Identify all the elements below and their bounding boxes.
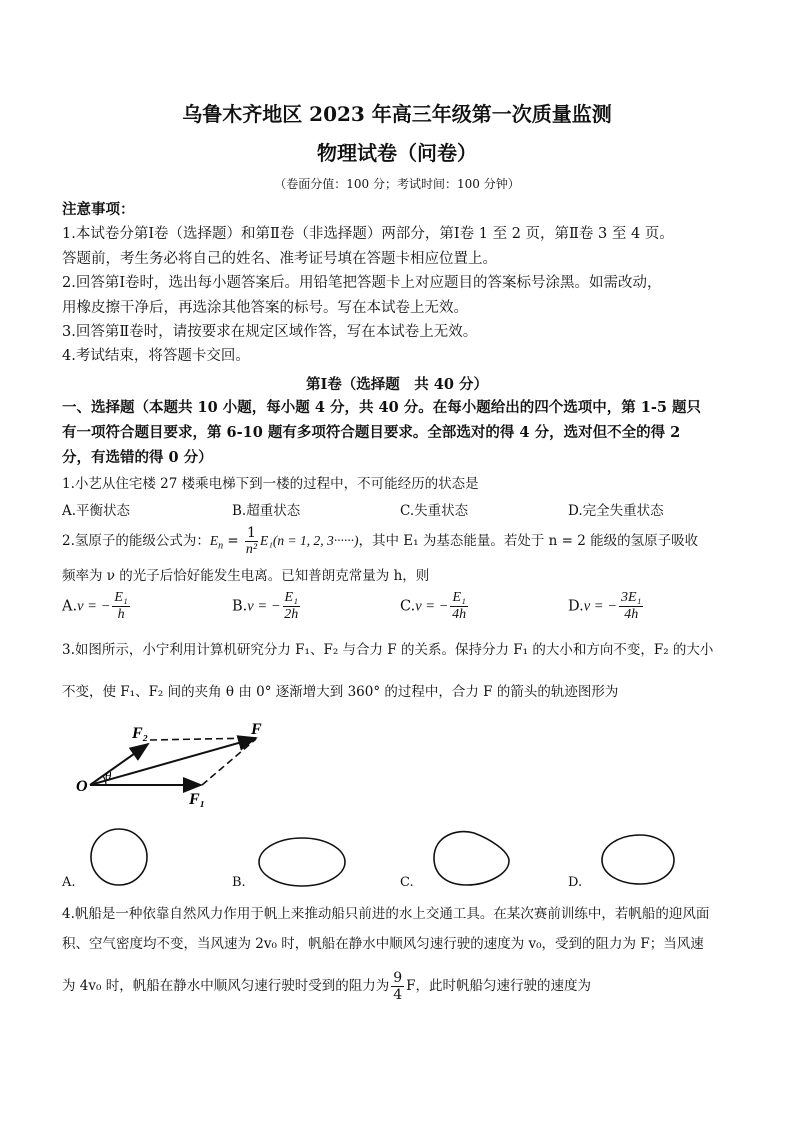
q2-option-label: D. [568, 598, 584, 615]
q2-option-b [232, 590, 302, 623]
label-f: F [251, 721, 262, 738]
notice-line: 1.本试卷分第Ⅰ卷（选择题）和第Ⅱ卷（非选择题）两部分，第Ⅰ卷 1 至 2 页，第Ⅱ卷 3 至 4 页。 [62, 226, 674, 242]
notice-line: 答题前，考生务必将自己的姓名、准考证号填在答题卡相应位置上。 [62, 251, 497, 267]
shape-b-ellipse [259, 838, 345, 886]
label-theta: θ [105, 768, 112, 783]
q2-option-label: A. [62, 598, 78, 615]
q4-line3-a: 为 4v₀ 时，帆船在静水中顺风匀速行驶时受到的阻力为 [62, 978, 390, 994]
q2-option-den: 4h [624, 607, 639, 622]
q2-eq-den: n² [245, 542, 258, 557]
q4-line3 [62, 964, 742, 1008]
q3-option-d: D. [568, 875, 583, 890]
q2-stem: 2.氢原子的能级公式为：$E_n$ = $\frac{1}{\text{n²}}$ E₁(n = 1, 2, 3······)，其中 E₁ 为基态能量。若处于 n = 2 能级的氢原子吸收 [62, 525, 699, 557]
section-instructions: 有一项符合题目要求，第 6-10 题有多项符合题目要求。全部选对的得 4 分，选对但不全的得 2 [62, 424, 681, 441]
q2-eq-lhs: E [209, 533, 219, 548]
q4-fraction [391, 970, 404, 1003]
q2-option-fraction [112, 590, 129, 623]
exam-title: 乌鲁木齐地区 2023 年高三年级第一次质量监测 [182, 102, 612, 126]
section-instructions: 一、选择题（本题共 10 小题，每小题 4 分，共 40 分。在每小题给出的四个选项中，第 1-5 题只 [62, 399, 702, 416]
q1-stem: 1.小艺从住宅楼 27 楼乘电梯下到一楼的过程中，不可能经历的状态是 [62, 476, 479, 492]
q2-option-d [568, 590, 645, 623]
q1-option-b: B.超重状态 [232, 503, 301, 519]
notice-line: 4.考试结束，将答题卡交回。 [62, 348, 250, 364]
q2-option-a [62, 590, 132, 623]
q3-line1: 3.如图所示，小宁利用计算机研究分力 F₁、F₂ 与合力 F 的关系。保持分力 F₁ 的大小和方向不变，F₂ 的大小 [62, 642, 714, 658]
notice-heading: 注意事项： [62, 201, 135, 218]
shape-d-egg [602, 835, 674, 884]
q4-fraction-den: 4 [393, 987, 403, 1003]
q2-eq-rhs: E₁(n = 1, 2, 3······) [259, 533, 359, 548]
notice-line: 2.回答第Ⅰ卷时，选出每小题答案后。用铅笔把答题卡上对应题目的答案标号涂黑。如需改动， [62, 275, 662, 291]
q1-option-d: D.完全失重状态 [568, 503, 664, 519]
q2-eq-sub: n [218, 540, 224, 552]
shape-c-egg [434, 832, 509, 885]
f-arrow [90, 738, 256, 785]
q3-option-b: B. [232, 875, 246, 890]
q2-option-den: h [117, 607, 125, 622]
q2-lead: 2.氢原子的能级公式为： [62, 533, 210, 549]
q2-option-lhs: ν = − [247, 598, 281, 615]
q2-option-label: B. [232, 598, 248, 615]
q1-option-a: A.平衡状态 [62, 503, 131, 519]
notice-line: 3.回答第Ⅱ卷时，请按要求在规定区域作答，写在本试卷上无效。 [62, 324, 478, 340]
label-f1: F₁ [189, 791, 206, 808]
exam-meta: （卷面分值：100 分；考试时间：100 分钟） [274, 177, 520, 191]
q2-eq-num: 1 [247, 525, 256, 541]
q2-option-lhs: ν = − [583, 598, 617, 615]
force-diagram [62, 712, 292, 812]
section-title: 第Ⅰ卷（选择题 共 40 分） [305, 376, 489, 393]
q4-line1: 4.帆船是一种依靠自然风力作用于帆上来推动船只前进的水上交通工具。在某次赛前训练中，若帆船的迎风面 [62, 906, 710, 922]
exam-subtitle: 物理试卷（问卷） [317, 141, 477, 165]
q2-option-lhs: ν = − [77, 598, 111, 615]
q2-line2: 频率为 ν 的光子后恰好能发生电离。已知普朗克常量为 h，则 [62, 568, 430, 584]
shape-a-circle [91, 829, 147, 885]
notice-line: 用橡皮擦干净后，再选涂其他答案的标号。写在本试卷上无效。 [62, 300, 468, 316]
q2-option-num: E₁ [284, 590, 298, 605]
q2-option-num: E₁ [114, 590, 128, 605]
q4-line2: 积、空气密度均不变，当风速为 2v₀ 时，帆船在静水中顺风匀速行驶的速度为 v₀，受到的阻力为 F；当风速 [62, 936, 704, 952]
q2-option-c [400, 590, 470, 623]
q2-option-label: C. [400, 598, 416, 615]
q2-option-den: 4h [452, 607, 467, 622]
label-o: O [76, 778, 88, 795]
q2-option-den: 2h [284, 607, 299, 622]
q4-fraction-num: 9 [393, 970, 403, 986]
q1-option-c: C.失重状态 [400, 503, 469, 519]
q2-option-fraction [450, 590, 467, 623]
q2-after: ，其中 E₁ 为基态能量。若处于 n = 2 能级的氢原子吸收 [358, 533, 699, 549]
q2-option-lhs: ν = − [415, 598, 449, 615]
q2-option-num: 3E₁ [620, 590, 642, 605]
section-instructions: 分，有选错的得 0 分） [62, 449, 213, 466]
dashed-top [150, 738, 256, 740]
q4-line3-b: F，此时帆船匀速行驶的速度为 [406, 978, 592, 994]
q2-eq-fraction [245, 525, 258, 558]
q3-line2: 不变，使 F₁、F₂ 间的夹角 θ 由 0° 逐渐增大到 360° 的过程中，合力 F 的箭头的轨迹图形为 [62, 684, 619, 700]
label-f2: F₂ [132, 725, 149, 742]
q2-option-num: E₁ [452, 590, 466, 605]
q2-option-fraction [283, 590, 300, 623]
q3-option-c: C. [400, 875, 414, 890]
q2-option-fraction [619, 590, 643, 623]
f2-arrow [90, 744, 148, 785]
q3-option-a: A. [62, 875, 76, 890]
